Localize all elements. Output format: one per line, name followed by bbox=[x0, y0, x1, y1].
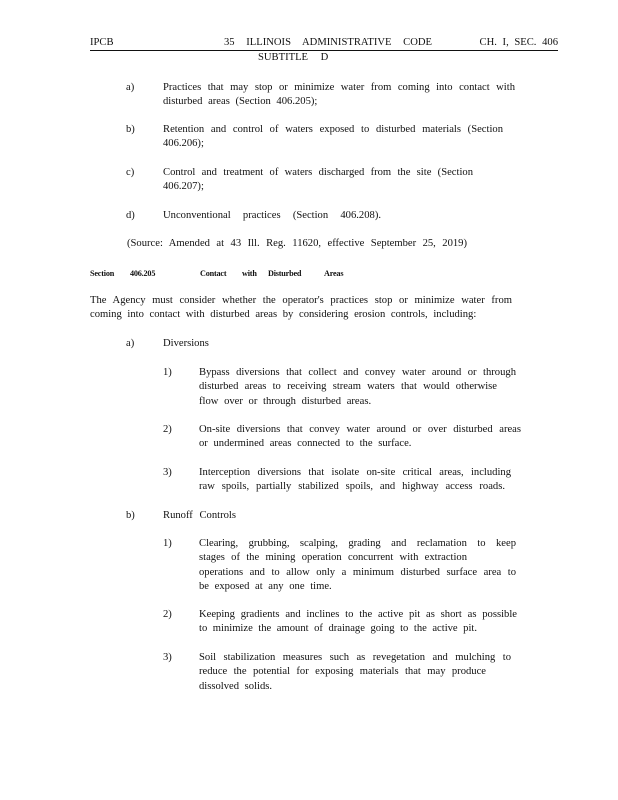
header-agency: IPCB bbox=[90, 37, 114, 48]
item-text bbox=[199, 651, 511, 694]
item-label: 2) bbox=[163, 424, 172, 435]
text-line: flow over or through disturbed areas. bbox=[199, 395, 372, 407]
item-text bbox=[199, 608, 517, 637]
text-line: disturbed areas (Section 406.205); bbox=[163, 96, 318, 108]
item-text bbox=[199, 537, 516, 595]
intro-paragraph bbox=[90, 294, 512, 323]
text-line: Clearing, grubbing, scalping, grading and reclamation to keep bbox=[199, 538, 516, 549]
text-line: reduce the potential for exposing materials that may produce bbox=[199, 666, 486, 678]
list-item-text bbox=[163, 81, 515, 110]
text-line: The Agency must consider whether the operator's practices stop or minimize water from bbox=[90, 295, 512, 306]
section-title-word: Contact bbox=[200, 269, 227, 278]
list-item-label: b) bbox=[126, 124, 135, 135]
text-line: dissolved solids. bbox=[199, 680, 273, 692]
header-subtitle: SUBTITLE D bbox=[258, 52, 329, 63]
text-line: On-site diversions that convey water around or over disturbed areas bbox=[199, 424, 521, 435]
text-line: Control and treatment of waters discharged from the site (Section bbox=[163, 167, 473, 178]
list-item-text: Unconventional practices (Section 406.208). bbox=[163, 210, 381, 221]
text-line: 406.206); bbox=[163, 138, 204, 150]
subsection-title: Runoff Controls bbox=[163, 510, 236, 521]
section-title-word: with bbox=[242, 269, 257, 278]
list-item-label: a) bbox=[126, 82, 135, 93]
text-line: coming into contact with disturbed areas by considering erosion controls, including: bbox=[90, 309, 477, 321]
source-note: (Source: Amended at 43 Ill. Reg. 11620, effective September 25, 2019) bbox=[127, 238, 467, 249]
list-item-label: d) bbox=[126, 210, 135, 221]
section-title-word: Disturbed bbox=[268, 269, 302, 278]
section-word: Section bbox=[90, 269, 115, 278]
subsection-title: Diversions bbox=[163, 338, 209, 349]
text-line: 406.207); bbox=[163, 181, 204, 193]
text-line: Bypass diversions that collect and convey water around or through bbox=[199, 367, 516, 378]
header-code-title: 35 ILLINOIS ADMINISTRATIVE CODE bbox=[224, 37, 432, 48]
list-item-text bbox=[163, 123, 503, 152]
text-line: stages of the mining operation concurrent with extraction bbox=[199, 552, 467, 564]
text-line: Keeping gradients and inclines to the active pit as short as possible bbox=[199, 609, 517, 620]
section-title-word: Areas bbox=[324, 269, 344, 278]
text-line: or undermined areas connected to the surface. bbox=[199, 438, 412, 450]
text-line: raw spoils, partially stabilized spoils, and highway access roads. bbox=[199, 481, 505, 493]
subsection-label: b) bbox=[126, 510, 135, 521]
item-text bbox=[199, 366, 516, 409]
text-line: Interception diversions that isolate on-site critical areas, including bbox=[199, 467, 511, 478]
text-line: disturbed areas to receiving stream waters that would otherwise bbox=[199, 381, 497, 393]
text-line: Soil stabilization measures such as revegetation and mulching to bbox=[199, 652, 511, 663]
text-line: Practices that may stop or minimize water from coming into contact with bbox=[163, 82, 515, 93]
section-number: 406.205 bbox=[130, 269, 156, 278]
item-label: 3) bbox=[163, 467, 172, 478]
list-item-text bbox=[163, 166, 473, 195]
item-text bbox=[199, 423, 521, 452]
item-text bbox=[199, 466, 511, 495]
subsection-label: a) bbox=[126, 338, 135, 349]
item-label: 1) bbox=[163, 538, 172, 549]
item-label: 1) bbox=[163, 367, 172, 378]
text-line: to minimize the amount of drainage going to the active pit. bbox=[199, 623, 477, 635]
text-line: Retention and control of waters exposed to disturbed materials (Section bbox=[163, 124, 503, 135]
text-line: be exposed at any one time. bbox=[199, 581, 332, 593]
item-label: 2) bbox=[163, 609, 172, 620]
running-header bbox=[90, 36, 558, 51]
item-label: 3) bbox=[163, 652, 172, 663]
header-section-ref: CH. I, SEC. 406 bbox=[479, 37, 558, 48]
text-line: operations and to allow only a minimum disturbed surface area to bbox=[199, 566, 516, 578]
list-item-label: c) bbox=[126, 167, 135, 178]
